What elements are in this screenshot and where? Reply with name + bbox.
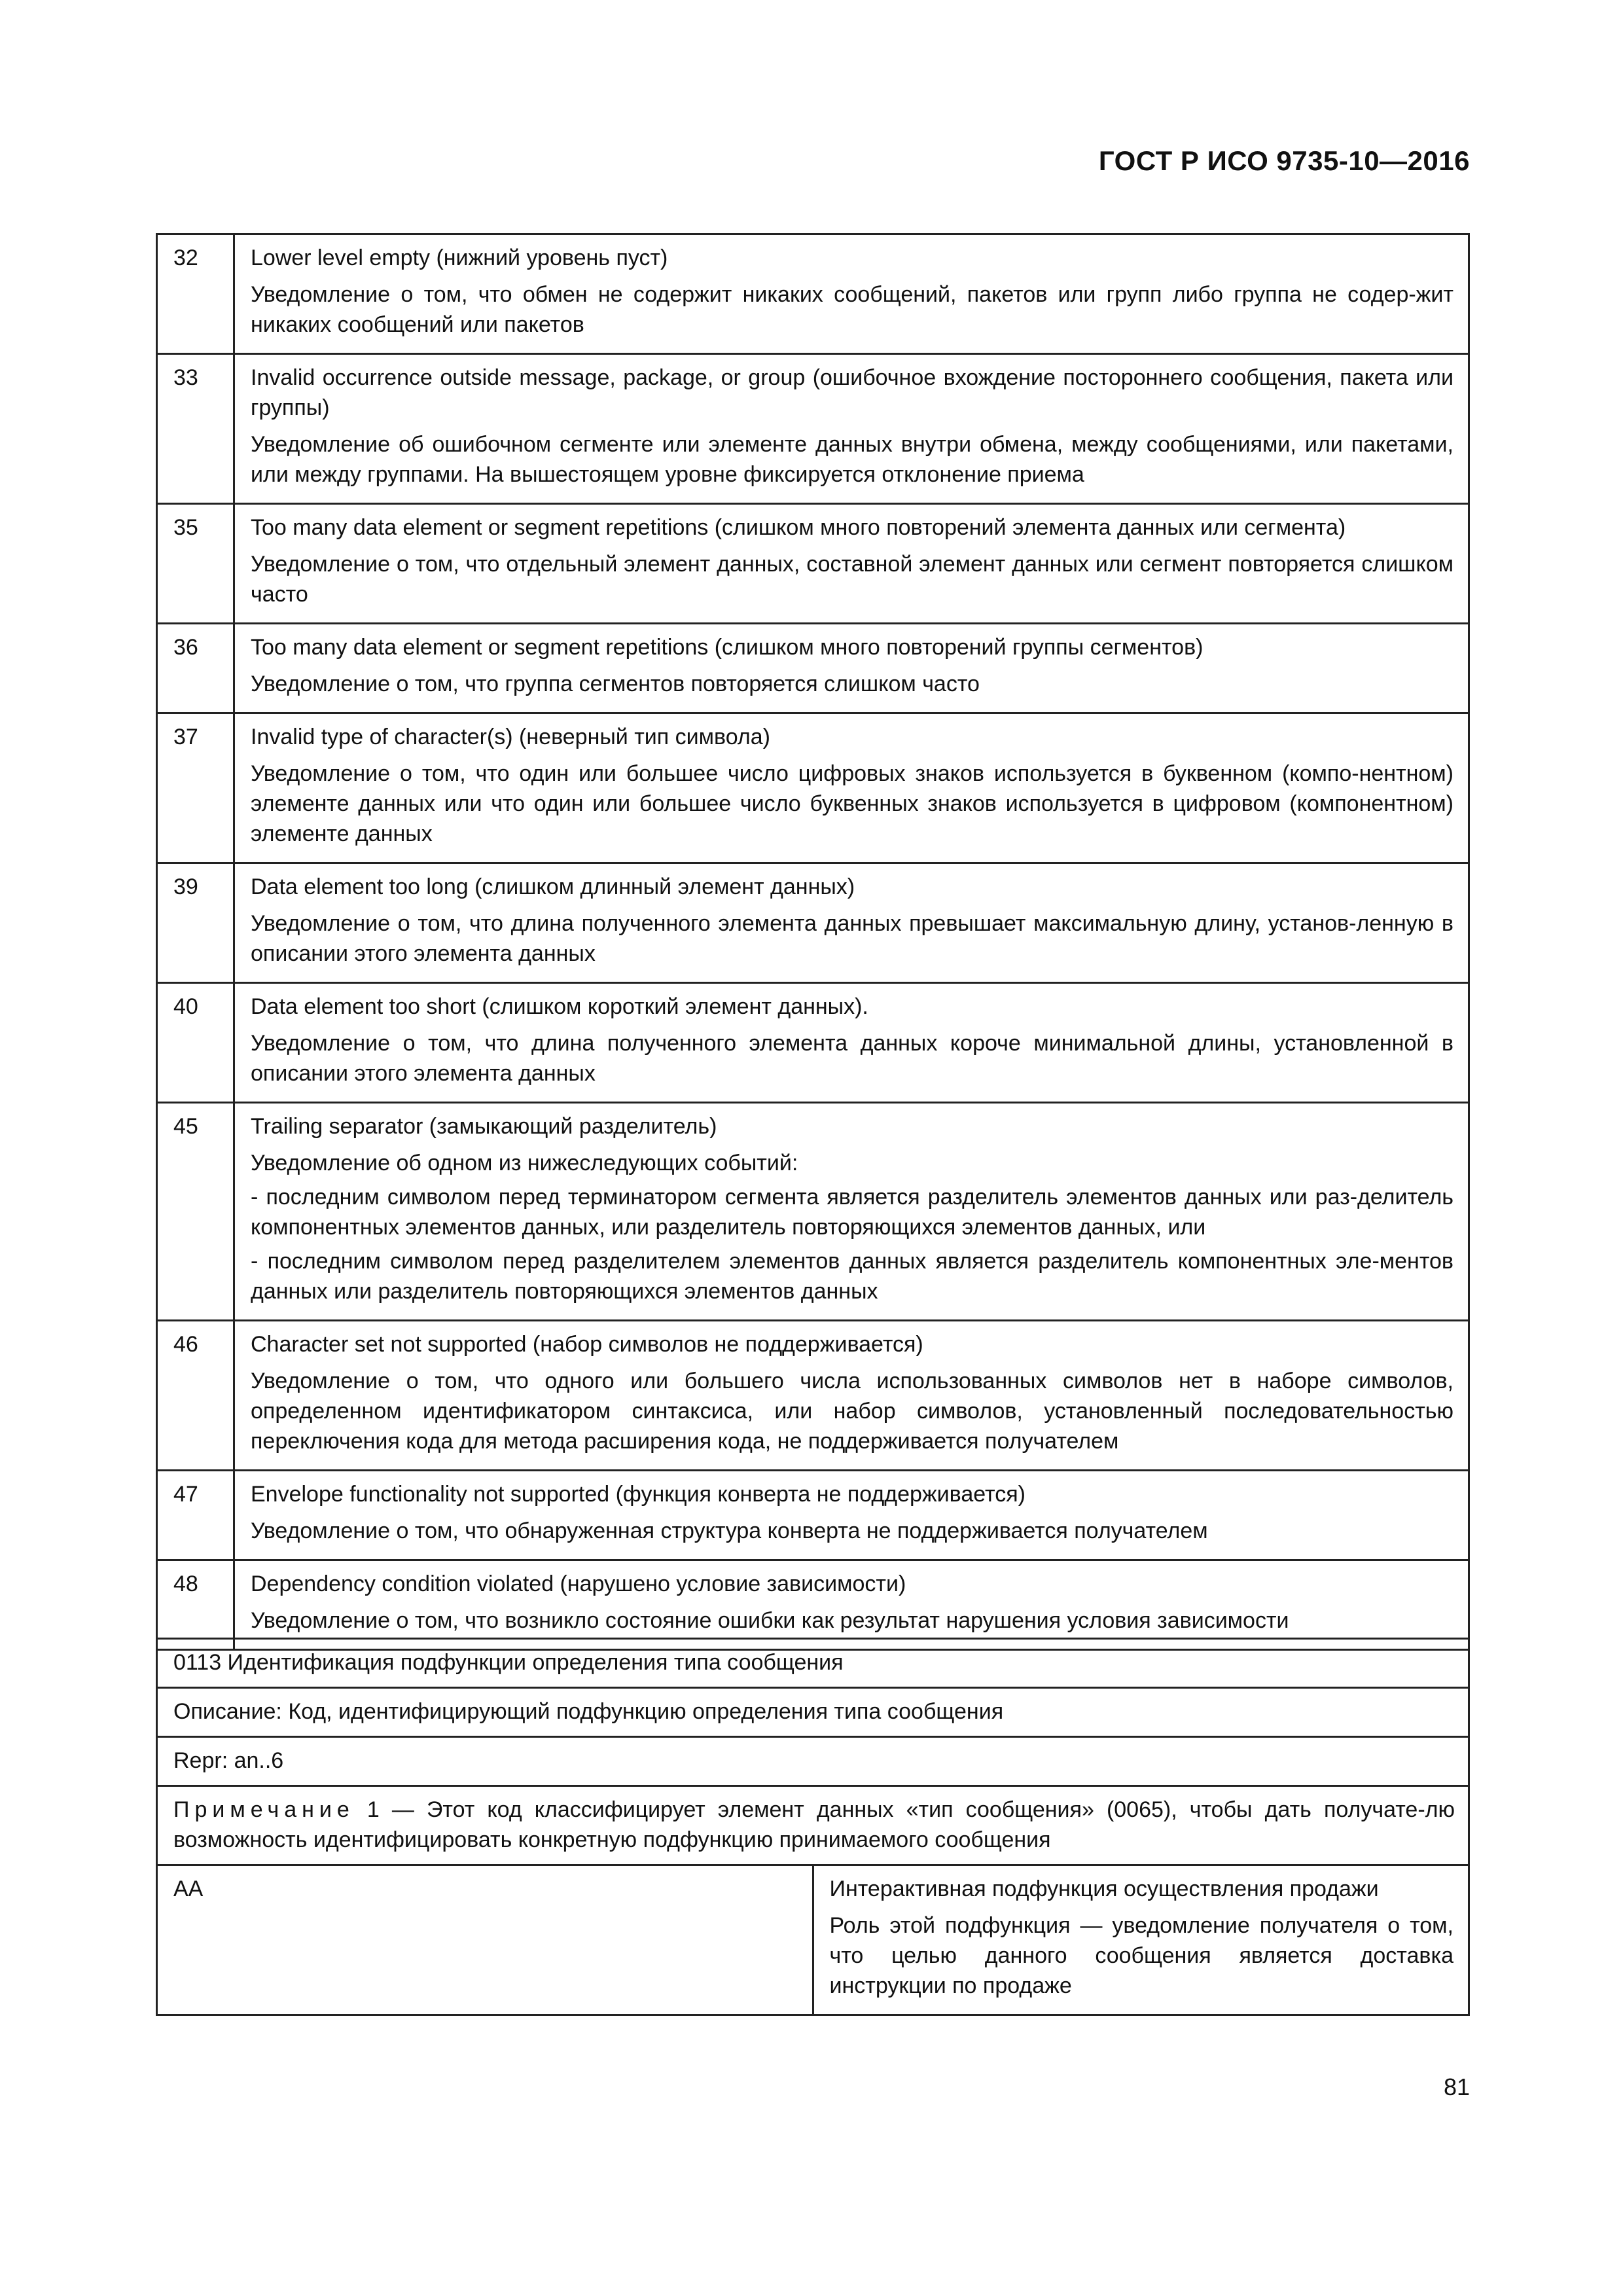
code-row (157, 354, 1469, 504)
code-paragraph: Уведомление о том, что обмен не содержит никаких сообщений, пакетов или групп либо группа не содер-жит никаких сообщений или пакетов (251, 282, 1454, 337)
code-paragraph: Уведомление о том, что возникло состояние ошибки как результат нарушения условия зависимости (251, 1608, 1289, 1633)
code-description (234, 1560, 1469, 1650)
data-element-0113-table (156, 1638, 1470, 2016)
code-cell: 35 (157, 504, 234, 624)
code-title: Lower level empty (нижний уровень пуст) (251, 245, 668, 270)
code-paragraph: - последним символом перед разделителем элементов данных является разделитель компонентных эле-ментов данных или разделитель повторяющихся элементов данных (251, 1249, 1454, 1304)
code-row (157, 624, 1469, 713)
code-row (157, 1103, 1469, 1321)
code-title: Invalid type of character(s) (неверный тип символа) (251, 725, 770, 749)
code-title: Character set not supported (набор символов не поддерживается) (251, 1332, 923, 1357)
code-cell: 48 (157, 1560, 234, 1650)
code-cell: 39 (157, 863, 234, 983)
code-description (234, 1471, 1469, 1560)
code-paragraph: Уведомление о том, что одного или большего числа использованных символов нет в наборе символов, определенном идентификатором синтаксиса, или набор символов, установленный последовательностью переключения кода для метода расширения кода, не поддерживается получателем (251, 1369, 1454, 1454)
document-header: ГОСТ Р ИСО 9735-10—2016 (1098, 145, 1470, 176)
code-row (157, 983, 1469, 1103)
code-paragraph: Уведомление об одном из нижеследующих событий: (251, 1151, 798, 1175)
code-row (157, 504, 1469, 624)
note-text: 1 — Этот код классифицирует элемент данных «тип сообщения» (0065), чтобы дать получате-лю возможность идентифицировать конкретную подфункцию принимаемого сообщения (173, 1797, 1455, 1852)
entry-description (813, 1865, 1469, 2015)
element-heading: 0113 Идентификация подфункции определения типа сообщения (157, 1639, 1469, 1688)
error-codes-table (156, 233, 1470, 1651)
code-cell: 36 (157, 624, 234, 713)
code-description (234, 354, 1469, 504)
code-row (157, 713, 1469, 863)
page-number: 81 (1443, 2073, 1470, 2100)
note-label: Примечание (173, 1797, 355, 1822)
code-description (234, 713, 1469, 863)
code-title: Too many data element or segment repetitions (слишком много повторений элемента данных или сегмента) (251, 515, 1346, 540)
code-title: Data element too long (слишком длинный элемент данных) (251, 874, 855, 899)
code-paragraph: Уведомление о том, что отдельный элемент данных, составной элемент данных или сегмент повторяется слишком часто (251, 552, 1454, 607)
element-repr-row (157, 1737, 1469, 1786)
code-cell: 40 (157, 983, 234, 1103)
code-description (234, 983, 1469, 1103)
element-entry-row (157, 1865, 1469, 2015)
code-description (234, 863, 1469, 983)
code-cell: 45 (157, 1103, 234, 1321)
code-paragraph: - последним символом перед терминатором сегмента является разделитель элементов данных или раз-делитель компонентных элементов данных, или разделитель повторяющихся элементов данных, или (251, 1185, 1454, 1240)
code-paragraph: Уведомление о том, что группа сегментов повторяется слишком часто (251, 672, 980, 696)
element-note (157, 1786, 1469, 1865)
code-cell: 46 (157, 1321, 234, 1471)
code-description (234, 504, 1469, 624)
code-paragraph: Уведомление о том, что длина полученного элемента данных превышает максимальную длину, установ-ленную в описании этого элемента данных (251, 911, 1454, 966)
code-title: Too many data element or segment repetitions (слишком много повторений группы сегментов) (251, 635, 1204, 660)
code-title: Envelope functionality not supported (функция конверта не поддерживается) (251, 1482, 1026, 1507)
code-row (157, 1321, 1469, 1471)
code-row (157, 1560, 1469, 1650)
code-title: Trailing separator (замыкающий разделитель) (251, 1114, 717, 1139)
element-repr: Repr: an..6 (157, 1737, 1469, 1786)
code-description (234, 234, 1469, 354)
code-paragraph: Уведомление о том, что длина полученного элемента данных короче минимальной длины, установленной в описании этого элемента данных (251, 1031, 1454, 1086)
code-paragraph: Уведомление о том, что обнаруженная структура конверта не поддерживается получателем (251, 1518, 1208, 1543)
code-description (234, 1103, 1469, 1321)
entry-title: Интерактивная подфункция осуществления продажи (829, 1876, 1379, 1901)
element-heading-row (157, 1639, 1469, 1688)
code-description (234, 624, 1469, 713)
element-description-row (157, 1688, 1469, 1737)
code-title: Data element too short (слишком короткий элемент данных). (251, 994, 868, 1019)
code-cell: 32 (157, 234, 234, 354)
code-title: Dependency condition violated (нарушено условие зависимости) (251, 1571, 906, 1596)
code-row (157, 234, 1469, 354)
element-description: Описание: Код, идентифицирующий подфункцию определения типа сообщения (157, 1688, 1469, 1737)
entry-code: AA (157, 1865, 813, 2015)
code-row (157, 863, 1469, 983)
code-title: Invalid occurrence outside message, package, or group (ошибочное вхождение постороннего сообщения, пакета или группы) (251, 365, 1454, 420)
code-cell: 37 (157, 713, 234, 863)
code-cell: 33 (157, 354, 234, 504)
entry-text: Роль этой подфункция — уведомление получателя о том, что целью данного сообщения является доставка инструкции по продаже (829, 1913, 1454, 1998)
element-note-row (157, 1786, 1469, 1865)
code-paragraph: Уведомление об ошибочном сегменте или элементе данных внутри обмена, между сообщениями, или пакетами, или между группами. На вышестоящем уровне фиксируется отклонение приема (251, 432, 1454, 487)
code-row (157, 1471, 1469, 1560)
code-cell: 47 (157, 1471, 234, 1560)
code-paragraph: Уведомление о том, что один или большее число цифровых знаков используется в буквенном (компо-нентном) элементе данных или что один или большее число буквенных знаков используется в цифровом (компонентном) элементе данных (251, 761, 1454, 846)
code-description (234, 1321, 1469, 1471)
